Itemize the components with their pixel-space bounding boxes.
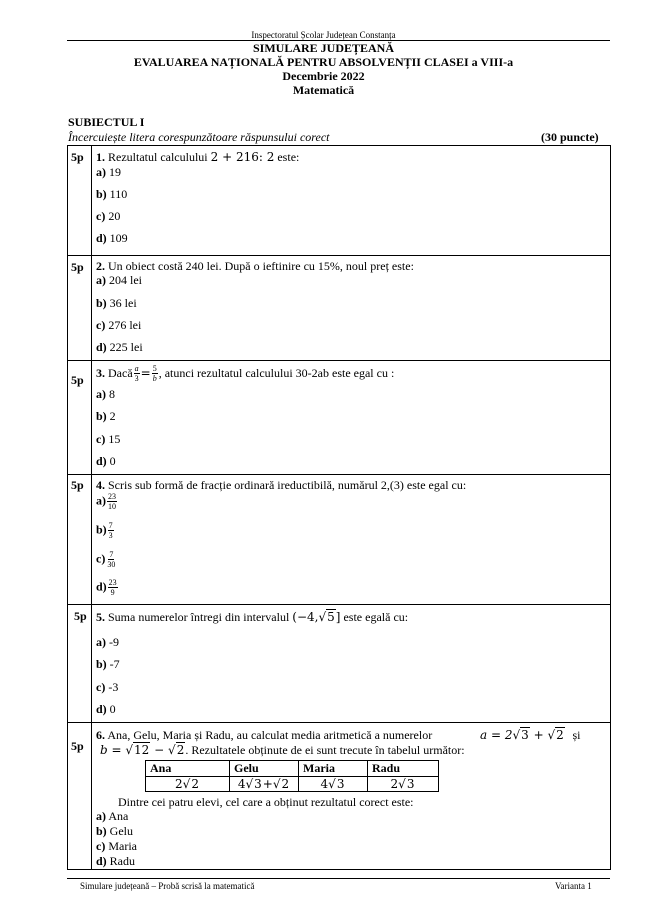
table-header-maria: Maria <box>299 761 368 777</box>
q1-expression: 2 + 216: 2 <box>210 150 275 164</box>
footer-right: Varianta 1 <box>555 881 592 891</box>
row-divider-4 <box>67 604 611 605</box>
frame-bottom <box>67 869 611 870</box>
q5-option-c[interactable]: c) -3 <box>96 680 119 694</box>
q4-option-b[interactable]: b) $\frac{7}{3}$ <box>96 521 113 540</box>
header-title-2: EVALUAREA NAȚIONALĂ PENTRU ABSOLVENȚII CLASEI a VIII-a <box>133 55 514 69</box>
q2-points: 5p <box>71 260 84 274</box>
q4-stem: Scris sub formă de fracție ordinară ireductibilă, numărul 2,(3) este egal cu: <box>108 478 467 492</box>
q5-option-d[interactable]: d) 0 <box>96 702 116 716</box>
header-title-1: SIMULARE JUDEȚEANĂ <box>252 41 395 55</box>
table-header-radu: Radu <box>368 761 439 777</box>
q2-option-a[interactable]: a) 204 lei <box>96 273 142 287</box>
q3-points: 5p <box>71 373 84 387</box>
q6-question: Dintre cei patru elevi, cel care a obținut rezultatul corect este: <box>118 795 414 809</box>
q1-option-a[interactable]: a) 19 <box>96 165 121 179</box>
q3-stem-start: Dacă <box>108 365 133 380</box>
q5-option-a[interactable]: a) -9 <box>96 635 119 649</box>
q3-number: 3. <box>96 365 105 380</box>
q4-option-d[interactable]: d) $\frac{23}{9}$ <box>96 578 117 597</box>
q5-points: 5p <box>74 609 87 623</box>
frame-left <box>67 145 68 869</box>
q6-b-expression: b = √12 − √2 <box>100 743 185 757</box>
q3-fraction-right: $\frac{5}{b}$ <box>152 363 157 383</box>
q3-equals: = <box>140 366 151 380</box>
frame-top <box>67 145 611 146</box>
table-value-gelu: 4√3+√2 <box>230 777 299 792</box>
q4-text <box>96 478 466 493</box>
row-divider-5 <box>67 722 611 723</box>
q5-text <box>96 610 408 625</box>
footer-rule <box>67 878 610 879</box>
q6-text-line1 <box>96 728 432 743</box>
q6-option-a[interactable]: a) Ana <box>96 809 129 823</box>
q6-text-line2: b = √12 − √2. Rezultatele obținute de ei sunt trecute în tabelul următor: <box>100 743 465 757</box>
q2-option-c[interactable]: c) 276 lei <box>96 318 142 332</box>
results-table <box>145 760 439 792</box>
q4-number: 4. <box>96 478 105 492</box>
table-value-radu: 2√3 <box>368 777 439 792</box>
q5-stem-end: este egală cu: <box>343 610 409 624</box>
header-date: Decembrie 2022 <box>282 69 365 83</box>
q1-points: 5p <box>71 150 84 164</box>
q2-option-d[interactable]: d) 225 lei <box>96 340 143 354</box>
q1-option-c[interactable]: c) 20 <box>96 209 121 223</box>
q2-text <box>96 259 414 274</box>
q3-option-a[interactable]: a) 8 <box>96 387 115 401</box>
footer-left: Simulare județeană – Probă scrisă la matematică <box>80 881 255 891</box>
table-value-ana: 2√2 <box>146 777 230 792</box>
q4-option-a[interactable]: a) $\frac{23}{10}$ <box>96 492 116 511</box>
q6-points: 5p <box>71 739 84 753</box>
header-subject: Matematică <box>292 83 355 97</box>
q1-option-d[interactable]: d) 109 <box>96 231 128 245</box>
q2-number: 2. <box>96 259 105 273</box>
section-title: SUBIECTUL I <box>68 115 145 129</box>
frame-right <box>610 145 611 869</box>
q1-text <box>96 150 299 165</box>
q3-option-c[interactable]: c) 15 <box>96 432 121 446</box>
q6-option-c[interactable]: c) Maria <box>96 839 137 853</box>
q6-stem: Ana, Gelu, Maria și Radu, au calculat media aritmetică a numerelor <box>107 728 433 742</box>
q1-stem: Rezultatul calculului <box>108 150 208 164</box>
q1-option-b[interactable]: b) 110 <box>96 187 128 201</box>
q2-stem: Un obiect costă 240 lei. După o ieftinire cu 15%, noul preț este: <box>108 259 414 273</box>
table-header-gelu: Gelu <box>230 761 299 777</box>
row-divider-1 <box>67 255 611 256</box>
q4-option-c[interactable]: c) $\frac{7}{30}$ <box>96 550 116 569</box>
q4-points: 5p <box>71 478 84 492</box>
q1-number: 1. <box>96 150 105 164</box>
table-value-maria: 4√3 <box>299 777 368 792</box>
row-divider-3 <box>67 474 611 475</box>
q3-option-d[interactable]: d) 0 <box>96 454 116 468</box>
inspectorate-line: Inspectoratul Școlar Județean Constanța <box>251 30 396 40</box>
q2-option-b[interactable]: b) 36 lei <box>96 296 137 310</box>
table-header-ana: Ana <box>146 761 230 777</box>
points-column-divider <box>91 145 92 869</box>
q6-option-d[interactable]: d) Radu <box>96 854 136 868</box>
q3-fraction-left: $\frac{a}{3}$ <box>134 363 139 383</box>
q3-stem-end: , atunci rezultatul calculului 30-2ab este egal cu : <box>158 365 395 380</box>
q6-number: 6. <box>96 728 105 742</box>
q5-option-b[interactable]: b) -7 <box>96 657 120 671</box>
section-instruction: Încercuiește litera corespunzătoare răspunsului corect <box>68 130 330 144</box>
q5-number: 5. <box>96 610 105 624</box>
q3-text <box>96 361 394 385</box>
section-points: (30 puncte) <box>541 130 599 144</box>
q3-option-b[interactable]: b) 2 <box>96 409 116 423</box>
q1-stem-end: este: <box>277 150 300 164</box>
q5-interval: (−4,√5] <box>292 610 341 624</box>
q5-stem: Suma numerelor întregi din intervalul <box>108 610 290 624</box>
q6-option-b[interactable]: b) Gelu <box>96 824 133 838</box>
q6-a-expression: a = 2√3 + √2 și <box>480 728 581 742</box>
